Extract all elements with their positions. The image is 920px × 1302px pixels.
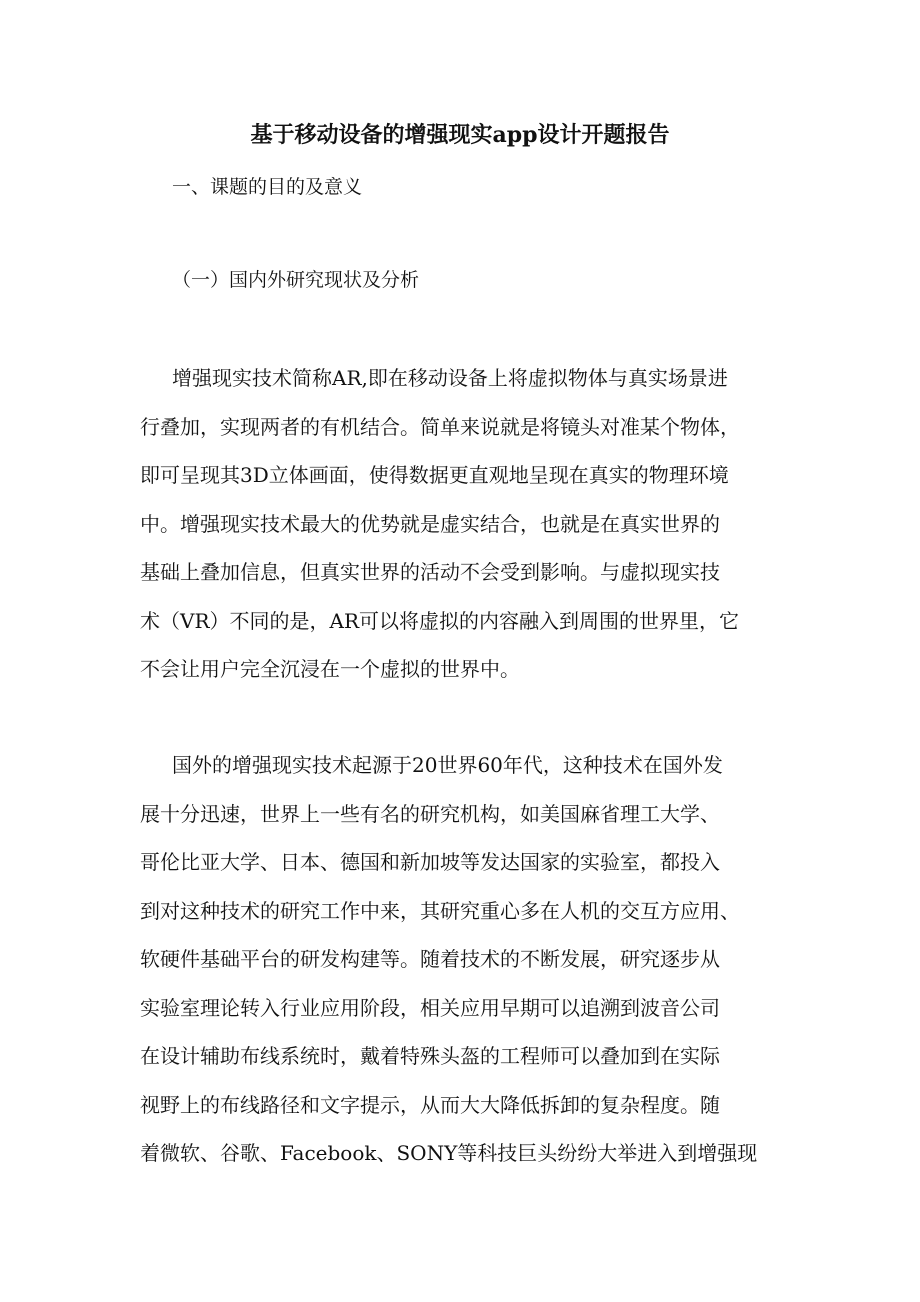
text-line: 软硬件基础平台的研发构建等。随着技术的不断发展，研究逐步从 [140,947,720,971]
text-line: 国外的增强现实技术起源于20世界60年代，这种技术在国外发 [172,753,723,777]
text-line: 中。增强现实技术最大的优势就是虚实结合，也就是在真实世界的 [140,511,720,536]
text-line: 增强现实技术简称AR,即在移动设备上将虚拟物体与真实场景进 [172,366,728,390]
subsection-heading: （一）国内外研究现状及分析 [172,269,420,291]
text-line: 术（VR）不同的是，AR可以将虚拟的内容融入到周围的世界里，它 [140,608,740,633]
text-line: 视野上的布线路径和文字提示，从而大大降低拆卸的复杂程度。随 [140,1092,720,1117]
text-line: 在设计辅助布线系统时，戴着特殊头盔的工程师可以叠加到在实际 [140,1044,720,1068]
text-line: 即可呈现其3D立体画面，使得数据更直观地呈现在真实的物理环境 [140,463,729,487]
paragraph-ar-overview [140,354,780,694]
text-line: 不会让用户完全沉浸在一个虚拟的世界中。 [140,657,520,681]
text-line: 展十分迅速，世界上一些有名的研究机构，如美国麻省理工大学、 [140,801,720,826]
text-line: 基础上叠加信息，但真实世界的活动不会受到影响。与虚拟现实技 [140,560,720,584]
text-line: 到对这种技术的研究工作中来，其研究重心多在人机的交互方应用、 [140,898,740,923]
document-title: 基于移动设备的增强现实app设计开题报告 [250,122,670,148]
text-line: 行叠加，实现两者的有机结合。简单来说就是将镜头对准某个物体， [140,414,740,439]
paragraph-foreign-research [140,741,780,1178]
text-line: 哥伦比亚大学、日本、德国和新加坡等发达国家的实验室，都投入 [140,850,720,874]
text-line: 实验室理论转入行业应用阶段，相关应用早期可以追溯到波音公司 [140,995,720,1020]
section-heading: 一、课题的目的及意义 [172,176,363,198]
text-line: 着微软、谷歌、Facebook、SONY等科技巨头纷纷大举进入到增强现 [140,1141,758,1165]
